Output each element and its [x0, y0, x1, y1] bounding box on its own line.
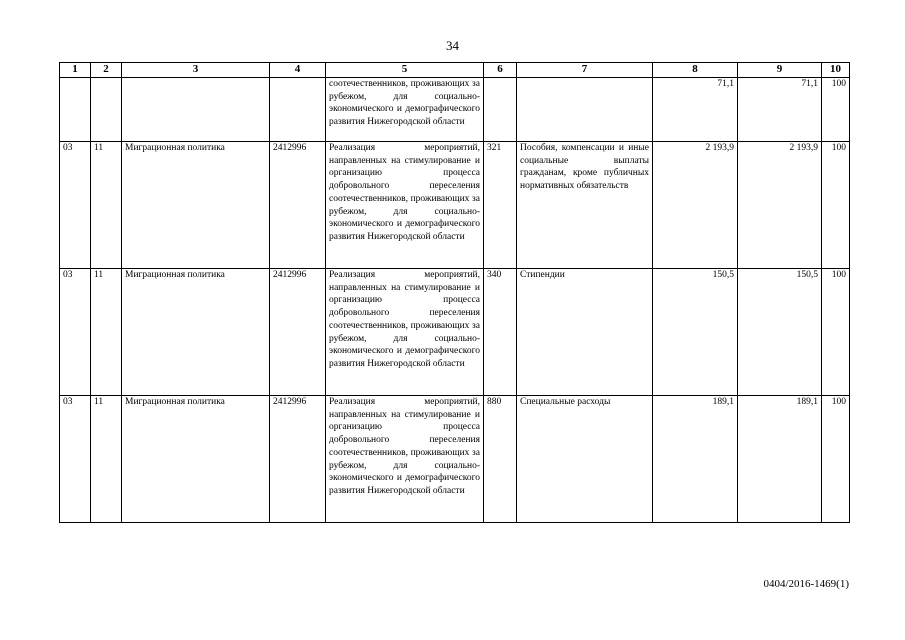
cell-actual: 189,1 — [738, 396, 822, 523]
header-col-3: 3 — [122, 63, 270, 78]
cell-plan: 189,1 — [653, 396, 738, 523]
header-col-7: 7 — [517, 63, 653, 78]
cell-section: 03 — [60, 142, 91, 269]
header-col-10: 10 — [822, 63, 850, 78]
header-col-5: 5 — [326, 63, 484, 78]
header-row — [60, 63, 850, 78]
cell-subsection: 11 — [91, 269, 122, 396]
cell-description: Реализация мероприятий, направленных на стимулирование и организацию процесса добровольного переселения соотечественников, проживающих за рубежом, для социально-экономического и демографического развития Нижегородской области — [326, 396, 484, 523]
page-number: 34 — [446, 38, 459, 53]
cell-subsection: 11 — [91, 142, 122, 269]
cell-expense-type: 880 — [484, 396, 517, 523]
cell-percent: 100 — [822, 142, 850, 269]
continuation-actual: 71,1 — [738, 78, 822, 142]
cell-actual: 150,5 — [738, 269, 822, 396]
cell-description: Реализация мероприятий, направленных на стимулирование и организацию процесса добровольного переселения соотечественников, проживающих за рубежом, для социально-экономического и демографического развития Нижегородской области — [326, 269, 484, 396]
table-row — [60, 142, 850, 269]
cell-section: 03 — [60, 269, 91, 396]
cell-program: Миграционная политика — [122, 269, 270, 396]
cell-expense-name: Пособия, компенсации и иные социальные выплаты гражданам, кроме публичных нормативных обязательств — [517, 142, 653, 269]
cell-expense-type: 340 — [484, 269, 517, 396]
cell-plan: 2 193,9 — [653, 142, 738, 269]
cell-expense-name: Стипендии — [517, 269, 653, 396]
continuation-percent: 100 — [822, 78, 850, 142]
cell-program: Миграционная политика — [122, 142, 270, 269]
header-col-1: 1 — [60, 63, 91, 78]
cell-description: Реализация мероприятий, направленных на стимулирование и организацию процесса добровольного переселения соотечественников, проживающих за рубежом, для социально-экономического и демографического развития Нижегородской области — [326, 142, 484, 269]
document-code: 0404/2016-1469(1) — [763, 578, 849, 590]
cell-plan: 150,5 — [653, 269, 738, 396]
header-col-8: 8 — [653, 63, 738, 78]
header-col-6: 6 — [484, 63, 517, 78]
header-col-9: 9 — [738, 63, 822, 78]
cell-program: Миграционная политика — [122, 396, 270, 523]
cell-subsection: 11 — [91, 396, 122, 523]
header-col-2: 2 — [91, 63, 122, 78]
table-row — [60, 396, 850, 523]
cell-target-code: 2412996 — [270, 396, 326, 523]
cell-target-code: 2412996 — [270, 269, 326, 396]
budget-table — [59, 62, 850, 523]
header-col-4: 4 — [270, 63, 326, 78]
continuation-row — [60, 78, 850, 142]
cell-percent: 100 — [822, 269, 850, 396]
cell-actual: 2 193,9 — [738, 142, 822, 269]
table-row — [60, 269, 850, 396]
cell-expense-name: Специальные расходы — [517, 396, 653, 523]
cell-percent: 100 — [822, 396, 850, 523]
cell-target-code: 2412996 — [270, 142, 326, 269]
continuation-description: соотечественников, проживающих за рубежом, для социально-экономического и демографического развития Нижегородской области — [326, 78, 484, 142]
continuation-plan: 71,1 — [653, 78, 738, 142]
cell-section: 03 — [60, 396, 91, 523]
cell-expense-type: 321 — [484, 142, 517, 269]
